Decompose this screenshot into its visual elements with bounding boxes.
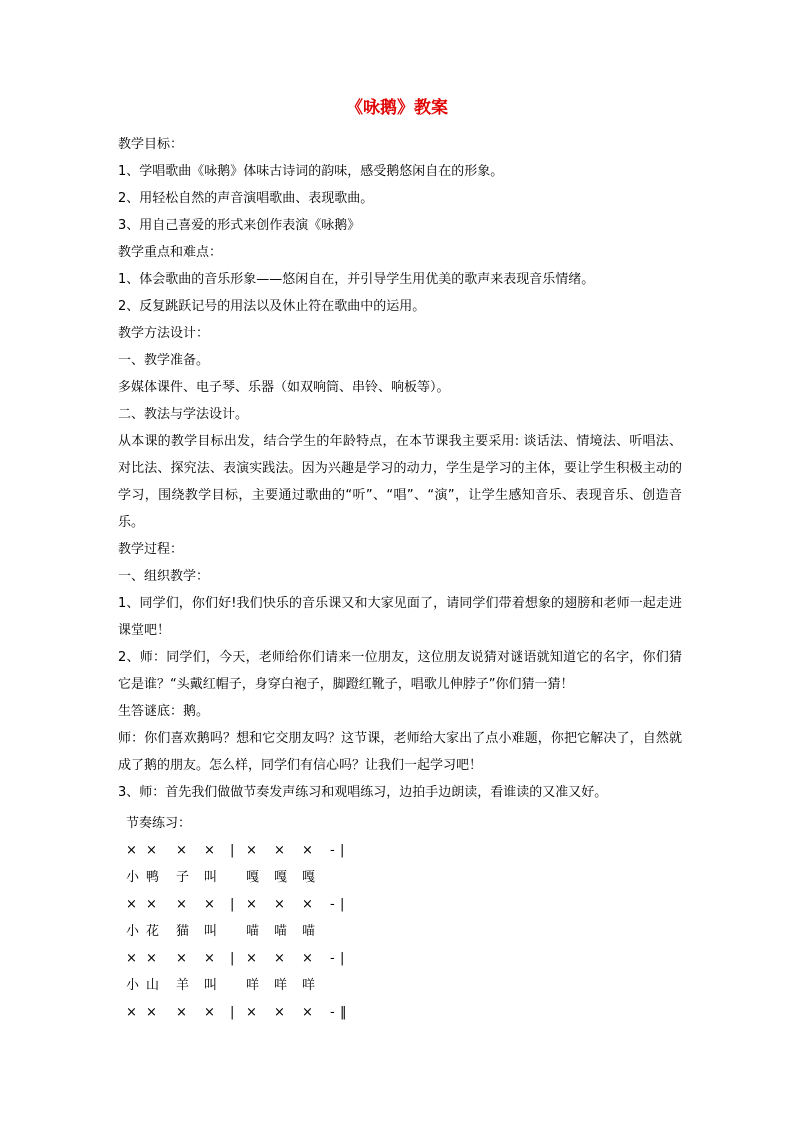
rhythm-cell: - [330, 951, 335, 966]
rhythm-cell: × [302, 951, 313, 966]
rhythm-label: 节奏练习： [126, 816, 192, 831]
paragraph: 生答谜底：鹅。 [118, 704, 210, 719]
rhythm-cell: × [274, 951, 285, 966]
rhythm-cell: × [246, 951, 257, 966]
rhythm-cell: × [274, 1005, 285, 1020]
rhythm-cell: 鸭 [146, 870, 160, 885]
rhythm-cell: 叫 [204, 924, 218, 939]
rhythm-cell: - [330, 1005, 335, 1020]
rhythm-cell: × [176, 1005, 187, 1020]
rhythm-cell: × [176, 897, 187, 912]
document-body [118, 131, 682, 806]
paragraph: 教学方法设计： [118, 326, 210, 341]
rhythm-row [126, 972, 386, 999]
rhythm-cell: | [340, 951, 345, 966]
rhythm-row [126, 891, 386, 918]
rhythm-cell: 嘎 [246, 870, 260, 885]
paragraph: 2、用轻松自然的声音演唱歌曲、表现歌曲。 [118, 191, 374, 206]
paragraph: 从本课的教学目标出发，结合学生的年龄特点，在本节课我主要采用: 谈话法、情境法、听唱法、对比法、探究法、表演实践法。因为兴趣是学习的动力，学生是学习的主体，要让学生积极主动的学习，围绕教学目标，主要通过歌曲的“听”、“唱”、“演”，让学生感知音乐、表现音乐、创造音乐。 [118, 434, 682, 530]
rhythm-exercise [126, 810, 386, 1026]
paragraph: 1、学唱歌曲《咏鹅》体味古诗词的韵味，感受鹅悠闲自在的形象。 [118, 164, 504, 179]
paragraph: 一、组织教学： [118, 569, 210, 584]
rhythm-cell: × [126, 897, 137, 912]
rhythm-cell: 羊 [176, 978, 190, 993]
rhythm-cell: × [246, 843, 257, 858]
rhythm-cell: × [274, 897, 285, 912]
paragraph: 教学过程： [118, 542, 184, 557]
paragraph: 教学目标： [118, 137, 184, 152]
rhythm-cell: 嘎 [302, 870, 316, 885]
rhythm-cell: | [340, 897, 345, 912]
rhythm-cell: × [176, 951, 187, 966]
rhythm-cell: × [246, 1005, 257, 1020]
rhythm-cell: 咩 [246, 978, 260, 993]
rhythm-cell: 山 [146, 978, 160, 993]
rhythm-row [126, 999, 386, 1026]
rhythm-cell: | [230, 951, 235, 966]
rhythm-cell: × [146, 843, 157, 858]
rhythm-cell: × [274, 843, 285, 858]
rhythm-cell: | [230, 897, 235, 912]
rhythm-cell: × [176, 843, 187, 858]
rhythm-cell: | [230, 1005, 235, 1020]
rhythm-cell: 喵 [246, 924, 260, 939]
rhythm-cell: 叫 [204, 870, 218, 885]
rhythm-cell: 咩 [274, 978, 288, 993]
rhythm-cell: × [146, 951, 157, 966]
rhythm-cell: × [126, 1005, 137, 1020]
rhythm-cell: ‖ [340, 1005, 347, 1020]
rhythm-cell: 咩 [302, 978, 316, 993]
paragraph: 2、反复跳跃记号的用法以及休止符在歌曲中的运用。 [118, 299, 426, 314]
paragraph: 教学重点和难点： [118, 245, 223, 260]
rhythm-cell: 子 [176, 870, 190, 885]
rhythm-cell: 叫 [204, 978, 218, 993]
rhythm-cell: 喵 [274, 924, 288, 939]
rhythm-cell: 猫 [176, 924, 190, 939]
rhythm-cell: × [204, 897, 215, 912]
rhythm-cell: 小 [126, 870, 140, 885]
paragraph: 1、同学们，你们好!我们快乐的音乐课又和大家见面了，请同学们带着想象的翅膀和老师一起走进课堂吧！ [118, 596, 682, 638]
paragraph: 2、师：同学们，今天，老师给你们请来一位朋友，这位朋友说猜对谜语就知道它的名字，你们猜它是谁？“头戴红帽子，身穿白袍子，脚蹬红靴子，唱歌儿伸脖子”你们猜一猜！ [118, 650, 682, 692]
document-title: 《咏鹅》教案 [346, 98, 448, 118]
rhythm-cell: 小 [126, 924, 140, 939]
rhythm-cell: × [302, 897, 313, 912]
paragraph: 1、体会歌曲的音乐形象——悠闲自在，并引导学生用优美的歌声来表现音乐情绪。 [118, 272, 595, 287]
rhythm-cell: 小 [126, 978, 140, 993]
rhythm-cell: 喵 [302, 924, 316, 939]
rhythm-cell: - [330, 897, 335, 912]
rhythm-cell: | [340, 843, 345, 858]
rhythm-cell: 嘎 [274, 870, 288, 885]
paragraph: 一、教学准备。 [118, 353, 210, 368]
rhythm-row [126, 837, 386, 864]
rhythm-cell: 花 [146, 924, 160, 939]
rhythm-cell: × [302, 1005, 313, 1020]
rhythm-row [126, 864, 386, 891]
rhythm-cell: × [126, 843, 137, 858]
paragraph: 师：你们喜欢鹅吗？想和它交朋友吗？这节课，老师给大家出了点小难题，你把它解决了，自然就成了鹅的朋友。怎么样，同学们有信心吗？让我们一起学习吧！ [118, 731, 682, 773]
rhythm-cell: × [302, 843, 313, 858]
rhythm-cell: × [204, 951, 215, 966]
rhythm-row [126, 918, 386, 945]
rhythm-cell: × [146, 897, 157, 912]
paragraph: 3、师：首先我们做做节奏发声练习和观唱练习，边拍手边朗读，看谁读的又准又好。 [118, 785, 608, 800]
paragraph: 多媒体课件、电子琴、乐器（如双响筒、串铃、响板等）。 [118, 380, 450, 395]
rhythm-cell: × [204, 843, 215, 858]
rhythm-row [126, 945, 386, 972]
rhythm-rows [126, 837, 386, 1026]
paragraph: 二、教法与学法设计。 [118, 407, 249, 422]
rhythm-cell: × [146, 1005, 157, 1020]
paragraph: 3、用自己喜爱的形式来创作表演《咏鹅》 [118, 218, 361, 233]
rhythm-cell: × [246, 897, 257, 912]
rhythm-cell: × [126, 951, 137, 966]
rhythm-cell: - [330, 843, 335, 858]
rhythm-cell: × [204, 1005, 215, 1020]
rhythm-cell: | [230, 843, 235, 858]
